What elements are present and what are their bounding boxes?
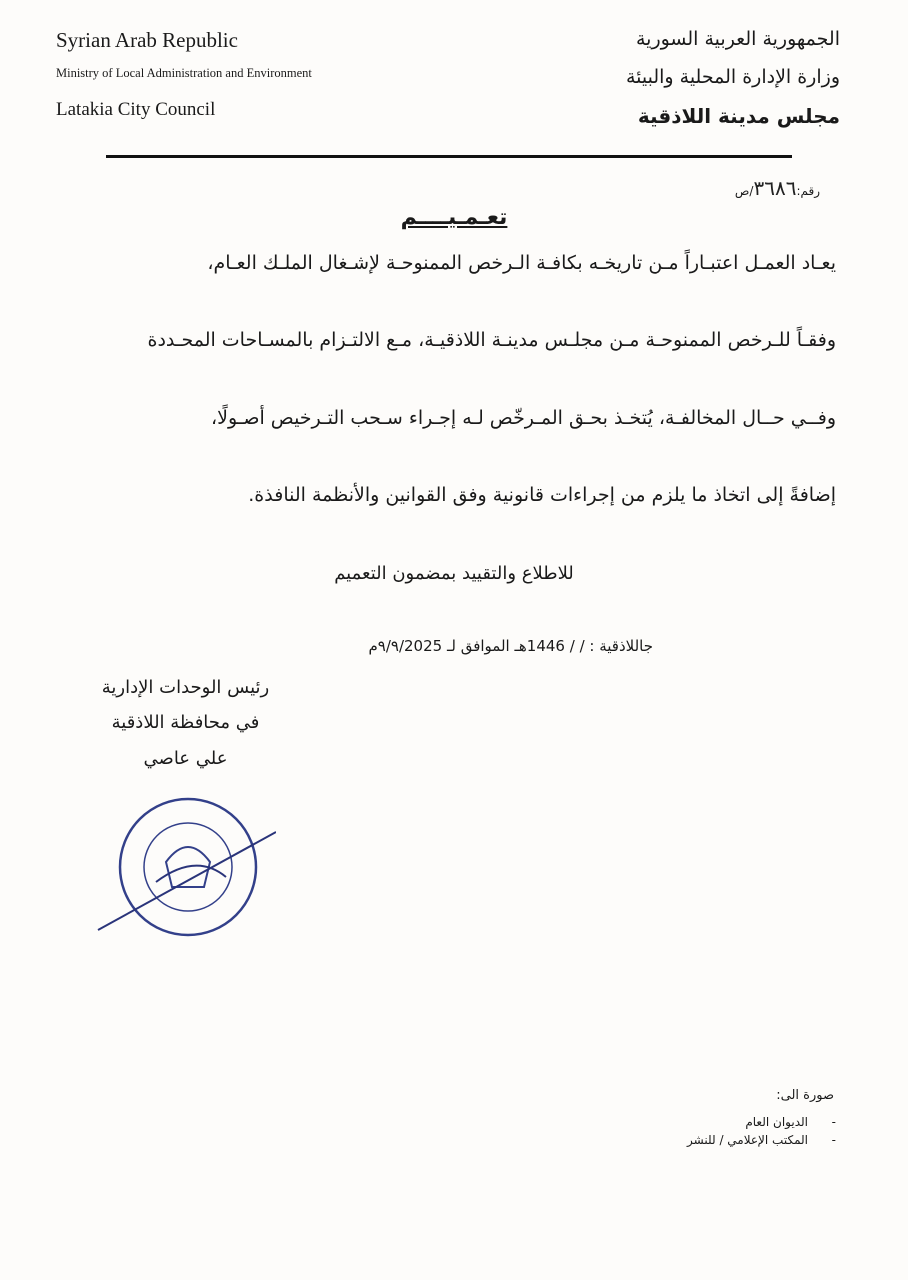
copy-recipient: - المكتب الإعلامي / للنشر (687, 1133, 836, 1147)
header-ar-country: الجمهورية العربية السورية (635, 28, 840, 50)
body-line: وفقـاً للـرخص الممنوحـة مـن مجلـس مدينـة اللاذقيـة، مـع الالتـزام بالمسـاحات المحـددة (147, 329, 836, 351)
reference-suffix: /ص (734, 184, 754, 198)
date-line: جاللاذقية : / / 1446هـ الموافق لـ ٩/٩/2025م (368, 637, 653, 655)
header-divider (106, 155, 792, 158)
copy-recipient: - الديوان العام (745, 1115, 836, 1129)
signatory-place: في محافظة اللاذقية (111, 712, 260, 733)
closing-note: للاطلاع والتقييد بمضمون التعميم (334, 563, 574, 584)
header-en-ministry: Ministry of Local Administration and Environment (56, 66, 312, 80)
header-en-council: Latakia City Council (56, 99, 216, 120)
body-line: وفــي حــال المخالفـة، يُتخـذ بحـق المـرخّص لـه إجـراء سـحب التـرخيص أصـولًا، (210, 407, 836, 429)
signatory-name: علي عاصي (143, 748, 228, 769)
header-ar-council: مجلس مدينة اللاذقية (637, 104, 840, 128)
header-ar-ministry: وزارة الإدارة المحلية والبيئة (625, 66, 840, 88)
copy-recipient-text: الديوان العام (745, 1115, 808, 1129)
reference-value: ٣٦٨٦ (753, 176, 797, 200)
body-line: إضافةً إلى اتخاذ ما يلزم من إجراءات قانونية وفق القوانين والأنظمة النافذة. (248, 484, 836, 506)
official-stamp-icon (96, 792, 276, 942)
copies-label: صورة الى: (776, 1088, 834, 1103)
copy-recipient-text: المكتب الإعلامي / للنشر (687, 1133, 808, 1147)
body-line: يعـاد العمـل اعتبـاراً مـن تاريخـه بكافـة الـرخص الممنوحـة لإشـغال الملـك العـام، (207, 252, 836, 274)
signatory-title: رئيس الوحدات الإدارية (101, 677, 270, 698)
reference-number (735, 176, 820, 200)
document-title: تعـمـيــــم (400, 205, 508, 230)
reference-label: رقم: (796, 184, 820, 198)
header-en-country: Syrian Arab Republic (56, 28, 238, 52)
